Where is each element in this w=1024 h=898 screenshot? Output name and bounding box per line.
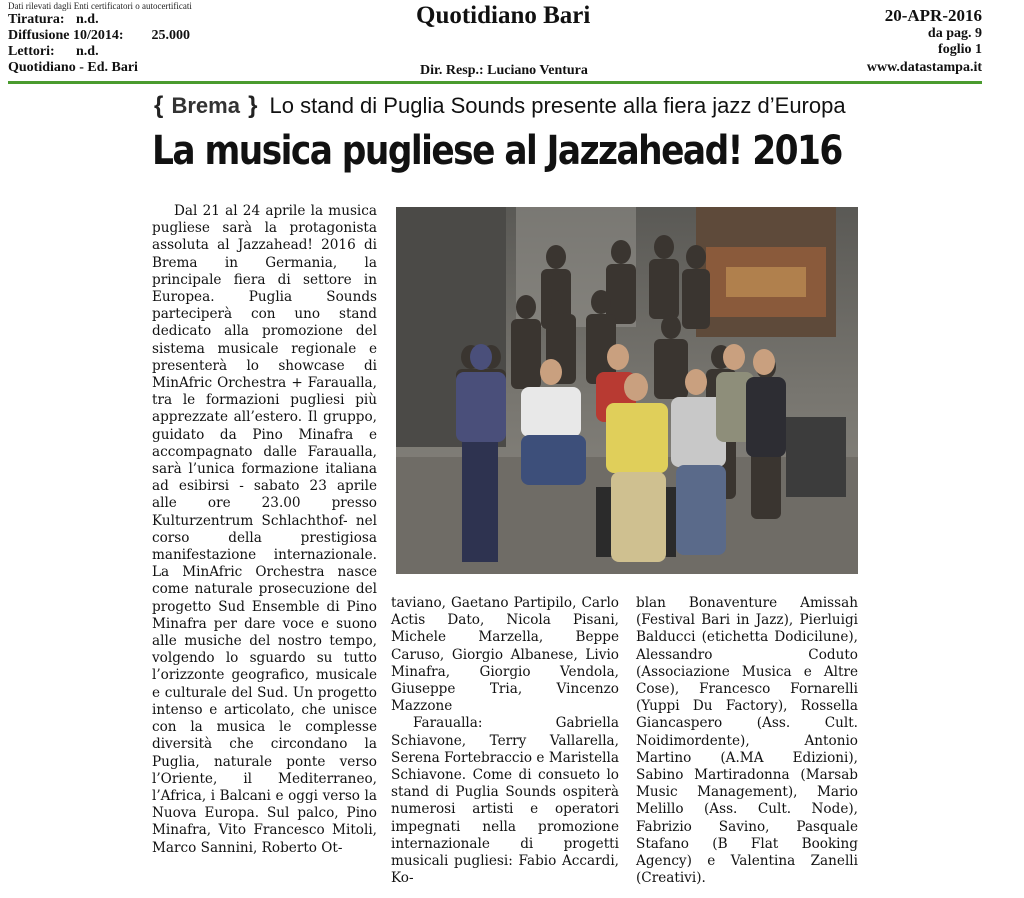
article-kicker <box>154 92 846 120</box>
article-column-2 <box>391 595 619 887</box>
group-photo <box>396 207 858 574</box>
paragraph: taviano, Gaetano Partipilo, Carlo Actis Dato, Nicola Pisani, Michele Marzella, Beppe Caruso, Giorgio Albanese, Livio Minafra, Giorgio Vendola, Giuseppe Tria, Vincenzo Mazzone <box>391 595 619 715</box>
lettori-label: Lettori: <box>8 44 55 59</box>
tiratura-value: n.d. <box>76 12 99 27</box>
newspaper-name: Quotidiano Bari <box>416 2 591 29</box>
brace-open: { <box>154 92 164 119</box>
brace-close: } <box>248 92 258 119</box>
paragraph: Dal 21 al 24 aprile la musica pugliese sarà la protagonista assoluta al Jazzahead! 2016 di Brema in Germania, la principale fiera di settore in Europea. Puglia Sounds parteciperà con uno stand dedicato alla promozione del sistema musicale regionale e presenterà lo showcase di MinAfric Orchestra + Faraualla, tra le formazioni pugliesi più apprezzate all’estero. Il gruppo, guidato da Pino Minafra e accompagnato dalle Faraualla, sarà l’unica formazione italiana ad esibirsi - sabato 23 aprile alle ore 23.00 presso Kulturzentrum Schlachthof- nel corso della prestigiosa manifestazione internazionale. La MinAfric Orchestra nasce come naturale prosecuzione del progetto Sud Ensemble di Pino Minafra per dare voce e suono alle musiche del nostro tempo, volgendo lo sguardo su tutto l’orizzonte geografico, musicale e culturale del Sud. Un progetto intenso e articolato, che unisce con la musica le complesse diversità che circondano la Puglia, naturale ponte verso l’Oriente, il Mediterraneo, l’Africa, i Balcani e oggi verso la Nuova Europa. Sul palco, Pino Minafra, Vito Francesco Mitoli, Marco Sannini, Roberto Ot- <box>152 203 377 856</box>
paragraph: Faraualla: Gabriella Schiavone, Terry Vallarella, Serena Fortebraccio e Maristella Schiavone. Come di consueto lo stand di Puglia Sounds ospiterà numerosi artisti e operatori impegnati nella promozione internazionale di progetti musicali pugliesi: Fabio Accardi, Ko- <box>391 715 619 887</box>
diffusione-label: Diffusione <box>8 28 70 43</box>
edition: Quotidiano - Ed. Bari <box>8 60 138 75</box>
website: www.datastampa.it <box>866 60 982 75</box>
issue-info <box>867 6 982 76</box>
group-photo-image <box>396 207 858 574</box>
issue-date: 20-APR-2016 <box>884 6 982 25</box>
article-column-1 <box>152 203 377 868</box>
tiratura-label: Tiratura: <box>8 12 65 27</box>
article-headline: La musica pugliese al Jazzahead! 2016 <box>152 128 842 174</box>
header-rule <box>8 81 982 84</box>
circulation-info <box>8 12 190 76</box>
sheet-ref: foglio 1 <box>938 42 982 57</box>
diffusione-period: 10/2014: <box>72 28 124 43</box>
clipping-header <box>0 0 1024 84</box>
director: Dir. Resp.: Luciano Ventura <box>420 63 588 78</box>
paragraph: blan Bonaventure Amissah (Festival Bari in Jazz), Pierluigi Balducci (etichetta Dodicilune), Alessandro Coduto (Associazione Musica e Altre Cose), Francesco Fornarelli (Yuppi Du Factory), Rossella Giancaspero (Ass. Cult. Noidimordente), Antonio Martino (A.MA Edizioni), Sabino Martiradonna (Marsab Music Management), Mario Melillo (Ass. Cult. Node), Fabrizio Savino, Pasquale Stafano (B Flat Booking Agency) e Valentina Zanelli (Creativi). <box>636 595 858 887</box>
kicker-text: Lo stand di Puglia Sounds presente alla fiera jazz d’Europa <box>269 93 846 118</box>
article-column-3 <box>636 595 858 887</box>
diffusione-value: 25.000 <box>151 28 191 43</box>
kicker-section: Brema <box>171 93 240 118</box>
lettori-value: n.d. <box>76 44 99 59</box>
certification-note: Dati rilevati dagli Enti certificatori o autocertificati <box>8 1 192 11</box>
page-ref: da pag. 9 <box>927 26 982 41</box>
